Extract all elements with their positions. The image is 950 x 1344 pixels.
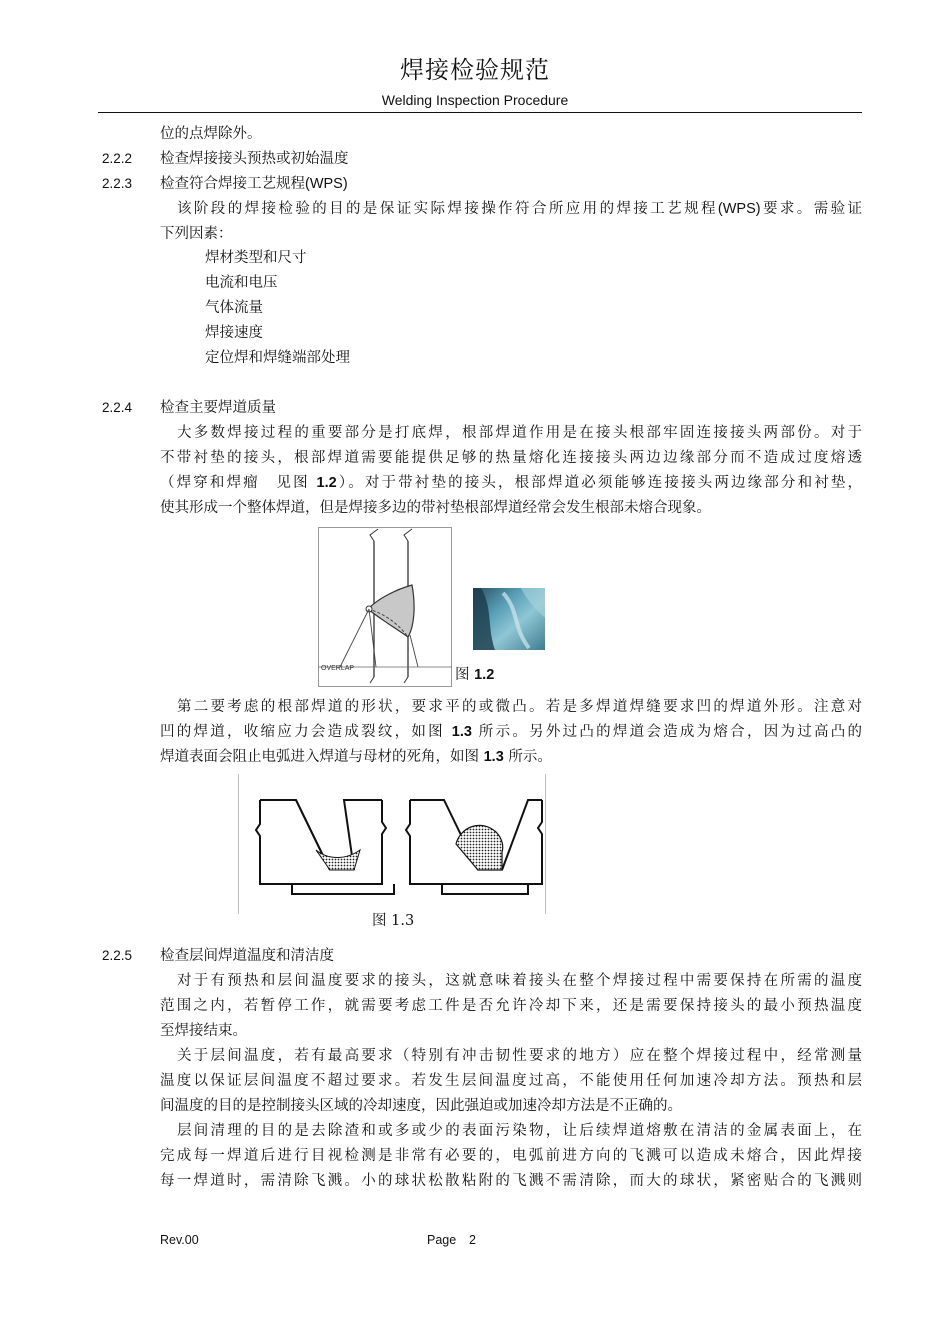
section-title-2-2-5: 检查层间焊道温度和清洁度 xyxy=(160,948,334,964)
paragraph-line: 完成每一焊道后进行目视检测是非常有必要的，电弧前进方向的飞溅可以造成未熔合，因此焊接 xyxy=(160,1148,862,1164)
paragraph-line: 大多数焊接过程的重要部分是打底焊，根部焊道作用是在接头根部牢固连接接头两部份。对于 xyxy=(177,425,862,441)
section-number-2-2-5: 2.2.5 xyxy=(102,948,133,963)
section-number-2-2-3: 2.2.3 xyxy=(102,176,133,191)
paragraph-line: 使其形成一个整体焊道，但是焊接多边的带衬垫根部焊道经常会发生根部未熔合现象。 xyxy=(160,500,711,516)
section-number-2-2-2: 2.2.2 xyxy=(102,151,133,166)
figure-1-3-diagram xyxy=(238,774,546,914)
title-abbrev: (WPS) xyxy=(305,176,348,192)
paragraph-line: 每一焊道时，需清除飞溅。小的球状松散粘附的飞溅不需清除，而大的球状，紧密贴合的飞溅则 xyxy=(160,1173,862,1189)
paragraph-line: 关于层间温度，若有最高要求（特别有冲击韧性要求的地方）应在整个焊接过程中，经常测量 xyxy=(177,1048,862,1064)
paragraph-line: 不带衬垫的接头，根部焊道需要能提供足够的热量熔化连接接头两边边缘部分而不造成过度熔透 xyxy=(160,450,862,466)
figure-1-2-caption: 图 1.2 xyxy=(455,667,495,683)
list-item: 定位焊和焊缝端部处理 xyxy=(205,350,350,366)
paragraph-line: 该阶段的焊接检验的目的是保证实际焊接操作符合所应用的焊接工艺规程(WPS)要求。需验证 xyxy=(177,201,862,217)
title-text: 检查符合焊接工艺规程 xyxy=(160,176,305,192)
paragraph-2-2-5 xyxy=(160,969,862,1194)
footer-revision: Rev.00 xyxy=(160,1233,199,1247)
list-item: 焊接速度 xyxy=(205,325,263,341)
figure-1-3-caption: 图 1.3 xyxy=(372,913,415,929)
figure-1-2-diagram xyxy=(318,527,452,687)
paragraph-2-2-3 xyxy=(160,197,862,247)
paragraph-line: 层间清理的目的是去除渣和或多或少的表面污染物，让后续焊道熔敷在清洁的金属表面上，在 xyxy=(177,1123,862,1139)
paragraph-root-shape xyxy=(160,695,862,770)
paragraph-line: 间温度的目的是控制接头区域的冷却速度，因此强迫或加速冷却方法是不正确的。 xyxy=(160,1098,682,1114)
paragraph-line: 第二要考虑的根部焊道的形状，要求平的或微凸。若是多焊道焊缝要求凹的焊道外形。注意对 xyxy=(177,699,862,715)
footer-page-label: Page xyxy=(427,1233,457,1247)
paragraph-line: 范围之内，若暂停工作，就需要考虑工件是否允许冷却下来，还是需要保持接头的最小预热温度 xyxy=(160,998,862,1014)
page-subtitle: Welding Inspection Procedure xyxy=(381,92,569,108)
footer-page-number: 2 xyxy=(469,1233,476,1247)
section-title-2-2-3 xyxy=(160,174,348,194)
figure-1-2-photo xyxy=(473,588,545,650)
list-item: 气体流量 xyxy=(205,300,263,316)
list-item: 电流和电压 xyxy=(205,275,278,291)
paragraph-line: 对于有预热和层间温度要求的接头，这就意味着接头在整个焊接过程中需要保持在所需的温度 xyxy=(177,973,862,989)
overlap-label: OVERLAP xyxy=(321,665,355,672)
paragraph-line: 温度以保证层间温度不超过要求。若发生层间温度过高，不能使用任何加速冷却方法。预热和层 xyxy=(160,1073,862,1089)
header-rule xyxy=(98,112,862,113)
section-title-2-2-2: 检查焊接接头预热或初始温度 xyxy=(160,151,349,167)
paragraph-line: 焊道表面会阻止电弧进入焊道与母材的死角，如图 1.3 所示。 xyxy=(160,749,552,765)
section-number-2-2-4: 2.2.4 xyxy=(102,400,133,415)
paragraph-line: 下列因素： xyxy=(160,226,233,242)
page-title: 焊接检验规范 xyxy=(400,56,550,84)
continued-text: 位的点焊除外。 xyxy=(160,126,262,142)
paragraph-2-2-4 xyxy=(160,421,862,521)
list-item: 焊材类型和尺寸 xyxy=(205,250,307,266)
paragraph-line: （焊穿和焊瘤 见图 1.2）。对于带衬垫的接头，根部焊道必须能够连接接头两边缘部分和衬垫， xyxy=(160,475,862,491)
section-title-2-2-4: 检查主要焊道质量 xyxy=(160,400,276,416)
paragraph-line: 凹的焊道，收缩应力会造成裂纹，如图 1.3 所示。另外过凸的焊道会造成为熔合，因为过高凸的 xyxy=(160,724,862,740)
paragraph-line: 至焊接结束。 xyxy=(160,1023,247,1039)
